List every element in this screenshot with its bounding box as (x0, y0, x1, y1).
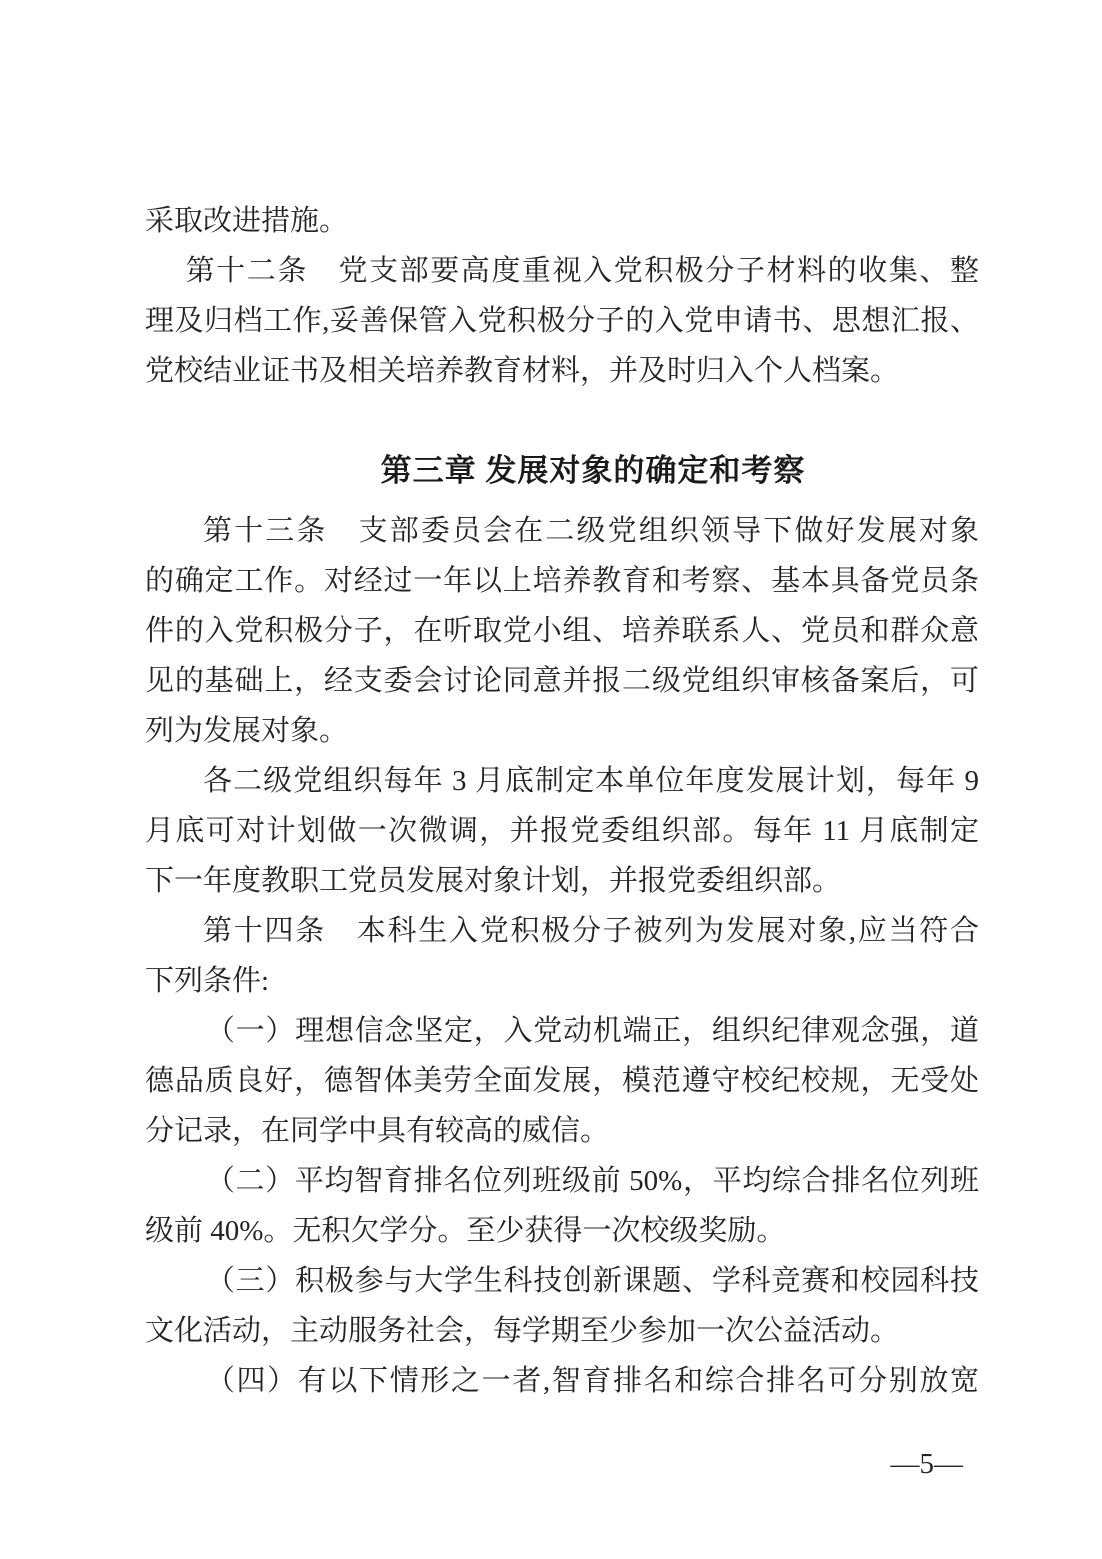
text-line: 下列条件: (145, 965, 270, 997)
text-line: 件的入党积极分子，在听取党小组、培养联系人、党员和群众意 (145, 615, 979, 647)
text-line: 月底可对计划做一次微调，并报党委组织部。每年 11 月底制定 (145, 815, 979, 847)
text-line: 第十二条 党支部要高度重视入党积极分子材料的收集、整 (185, 255, 979, 287)
text-line: 下一年度教职工党员发展对象计划，并报党委组织部。 (145, 865, 842, 897)
text-line: （三）积极参与大学生科技创新课题、学科竞赛和校园科技 (205, 1265, 979, 1297)
text-line: 文化活动，主动服务社会，每学期至少参加一次公益活动。 (145, 1315, 900, 1347)
text-line: 第十三条 支部委员会在二级党组织领导下做好发展对象 (203, 515, 979, 547)
text-line: （四）有以下情形之一者,智育排名和综合排名可分别放宽 (205, 1365, 979, 1397)
text-line: 党校结业证书及相关培养教育材料，并及时归入个人档案。 (145, 355, 900, 387)
text-line: 德品质良好，德智体美劳全面发展，模范遵守校纪校规，无受处 (145, 1065, 979, 1097)
text-line: 见的基础上，经支委会讨论同意并报二级党组织审核备案后，可 (145, 665, 979, 697)
text-line: 列为发展对象。 (145, 715, 349, 747)
text-line: 采取改进措施。 (145, 205, 349, 237)
text-line: 的确定工作。对经过一年以上培养教育和考察、基本具备党员条 (145, 565, 979, 597)
chapter-heading: 第三章 发展对象的确定和考察 (380, 453, 806, 488)
text-line: 理及归档工作,妥善保管入党积极分子的入党申请书、思想汇报、 (145, 305, 979, 337)
text-line: 第十四条 本科生入党积极分子被列为发展对象,应当符合 (203, 915, 979, 947)
text-line: 各二级党组织每年 3 月底制定本单位年度发展计划，每年 9 (203, 765, 979, 797)
text-line: 分记录，在同学中具有较高的威信。 (145, 1115, 610, 1147)
page-number: —5— (890, 1448, 963, 1480)
text-line: （一）理想信念坚定，入党动机端正，组织纪律观念强，道 (205, 1015, 979, 1047)
text-line: （二）平均智育排名位列班级前 50%，平均综合排名位列班 (205, 1165, 979, 1197)
text-block (145, 196, 979, 1406)
text-line: 级前 40%。无积欠学分。至少获得一次校级奖励。 (145, 1215, 786, 1247)
